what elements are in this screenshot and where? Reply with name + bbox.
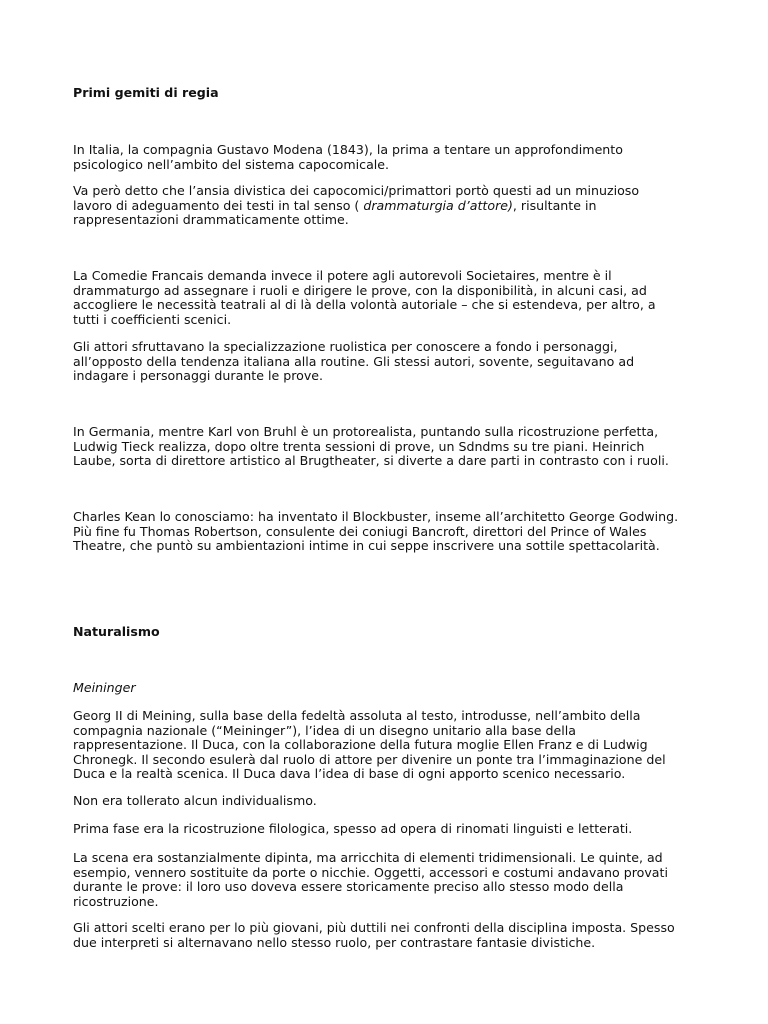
text-line: ricostruzione. xyxy=(73,893,159,909)
text-line: Va però detto che l’ansia divistica dei capocomici/primattori portò questi ad un minuzioso xyxy=(73,183,640,198)
paragraph xyxy=(73,709,666,782)
text-line: indagare i personaggi durante le prove. xyxy=(73,368,324,383)
text-line: Duca e la realtà scenica. Il Duca dava l’idea di base di ogni apporto scenico necessario. xyxy=(73,766,626,781)
text-line: Charles Kean lo conosciamo: ha inventato il Blockbuster, inseme all’architetto George Godwing. xyxy=(73,509,679,524)
text-line: drammaturgo ad assegnare i ruoli e dirigere le prove, con la disponibilità, in alcuni casi, ad xyxy=(73,282,647,298)
text-line: Non era tollerato alcun individualismo. xyxy=(73,793,317,808)
paragraph xyxy=(73,851,668,909)
text-line: accogliere le necessità teatrali al di là della volontà autoriale – che si estendeva, per altro, a xyxy=(73,297,656,312)
paragraph xyxy=(73,510,678,554)
text-line: , risultante in xyxy=(512,197,597,213)
paragraph xyxy=(73,425,669,469)
text-line: rappresentazione. Il Duca, con la collaborazione della futura moglie Ellen Franz e di Ludwig xyxy=(73,737,648,752)
text-line: Gli attori scelti erano per lo più giovani, più duttili nei confronti della disciplina imposta. Spesso xyxy=(73,920,675,935)
text-line: due interpreti si alternavano nello stesso ruolo, per contrastare fantasie divistiche. xyxy=(73,934,596,950)
text-line: compagnia nazionale (“Meininger”), l’idea di un disegno unitario alla base della xyxy=(73,722,577,738)
italic-term: drammaturgia d’attore) xyxy=(363,197,513,213)
paragraph xyxy=(73,143,623,172)
text-line: La scena era sostanzialmente dipinta, ma arricchita di elementi tridimensionali. Le quinte, ad xyxy=(73,850,663,865)
paragraph xyxy=(73,269,656,327)
text-line: lavoro di adeguamento dei testi in tal senso ( xyxy=(73,197,364,213)
text-line: In Italia, la compagnia Gustavo Modena (1843), la prima a tentare un approfondimento xyxy=(73,142,623,157)
text-line: durante le prove: il loro uso doveva essere storicamente preciso allo stesso modo della xyxy=(73,879,624,894)
text-line: Più fine fu Thomas Robertson, consulente dei coniugi Bancroft, direttori del Prince of Wales xyxy=(73,523,647,539)
subheading: Meininger xyxy=(73,680,136,695)
paragraph xyxy=(73,921,675,950)
text-line: esempio, vennero sostituite da porte o nicchie. Oggetti, accessori e costumi andavano provati xyxy=(73,864,668,880)
paragraph xyxy=(73,340,634,384)
text-line: Chronegk. Il secondo esulerà dal ruolo di attore per divenire un ponte tra l’immaginazione del xyxy=(73,751,666,767)
text-line: Gli attori sfruttavano la specializzazione ruolistica per conoscere a fondo i personaggi, xyxy=(73,339,618,354)
text-line: tutti i coefficienti scenici. xyxy=(73,311,232,327)
text-line: Prima fase era la ricostruzione filologica, spesso ad opera di rinomati linguisti e letterati. xyxy=(73,821,633,836)
section-heading: Naturalismo xyxy=(73,624,160,639)
text-line: Theatre, che puntò su ambientazioni intime in cui seppe inscrivere una sottile spettacolarità. xyxy=(73,538,660,553)
paragraph xyxy=(73,184,639,228)
paragraph xyxy=(73,794,317,809)
paragraph xyxy=(73,822,632,837)
text-line: Ludwig Tieck realizza, dopo oltre trenta sessioni di prove, un Sdndms su tre piani. Heinrich xyxy=(73,438,645,454)
text-line: rappresentazioni drammaticamente ottime. xyxy=(73,212,349,227)
text-line: all’opposto della tendenza italiana alla routine. Gli stessi autori, sovente, seguitavano ad xyxy=(73,353,635,369)
text-line: Georg II di Meining, sulla base della fedeltà assoluta al testo, introdusse, nell’ambito della xyxy=(73,708,641,723)
text-line: In Germania, mentre Karl von Bruhl è un protorealista, puntando sulla ricostruzione perfetta, xyxy=(73,424,659,439)
section-heading: Primi gemiti di regia xyxy=(73,85,219,100)
text-line: Laube, sorta di direttore artistico al Brugtheater, si diverte a dare parti in contrasto con i ruoli. xyxy=(73,453,669,468)
text-line: La Comedie Francais demanda invece il potere agli autorevoli Societaires, mentre è il xyxy=(73,268,612,283)
text-line: psicologico nell’ambito del sistema capocomicale. xyxy=(73,156,390,172)
